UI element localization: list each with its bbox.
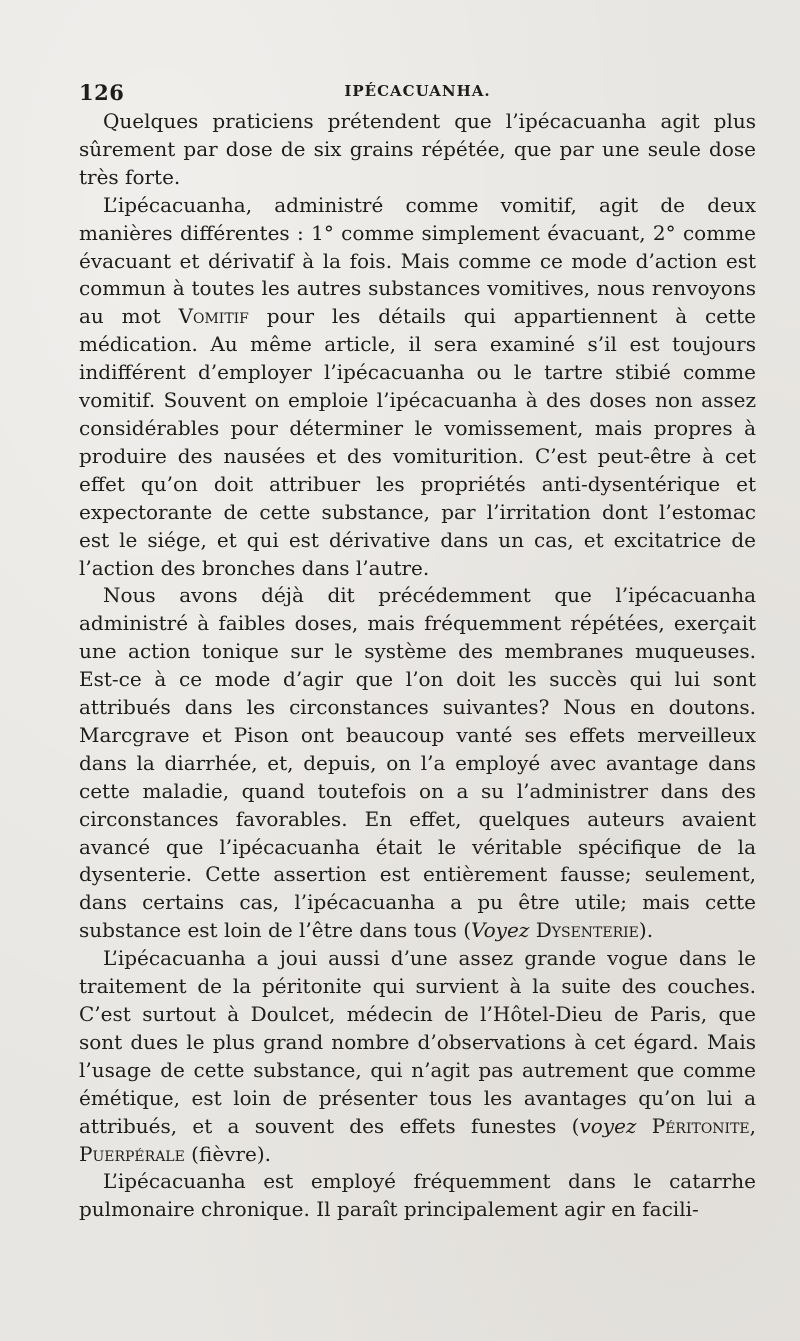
paragraph-3 [79, 582, 756, 945]
paragraph-4-italic: voyez [579, 1113, 637, 1138]
paragraph-2-text-before: L’ipécacuanha, administré comme vomitif, agit de deux manières différentes : 1° comme simplement évacuant, 2° comme évacuant et dérivatif à la fois. Mais comme ce mode d’action est commun à toutes les autres substances vomitives, nous renvoyons au mot [79, 192, 756, 329]
page-header [79, 80, 756, 108]
cross-reference-peritonite: Péritonite, Puerpérale [79, 1113, 756, 1166]
paragraph-4-text-before: L’ipécacuanha a joui aussi d’une assez grande vogue dans le traitement de la péritonite qui survient à la suite des couches. C’est surtout à Doulcet, médecin de l’Hôtel-Dieu de Paris, que sont dues le plus grand nombre d’observations à cet égard. Mais l’usage de cette substance, qui n’agit pas autrement que comme émétique, est loin de présenter tous les avantages qu’on lui a attribués, et a souvent des effets funestes ( [79, 946, 756, 1138]
paragraph-3-text-before: Nous avons déjà dit précédemment que l’ipécacuanha administré à faibles doses, mais fréquemment répétées, exerçait une action tonique sur le système des membranes muqueuses. Est-ce à ce mode d’agir que l’on doit les succès qui lui sont attribués dans les circonstances suivantes? Nous en doutons. Marcgrave et Pison ont beaucoup vanté ses effets merveilleux dans la diarrhée, et, depuis, on l’a employé avec avantage dans cette maladie, quand toutefois on a su l’administrer dans des circonstances favorables. En effet, quelques auteurs avaient avancé que l’ipécacuanha était le véritable spécifique de la dysenterie. Cette assertion est entièrement fausse; seulement, dans certains cas, l’ipécacuanha a pu être utile; mais cette substance est loin de l’être dans tous ( [79, 583, 756, 943]
body-text [79, 108, 756, 1224]
paragraph-2-text-after: pour les détails qui appartiennent à cette médication. Au même article, il sera examiné s’il est toujours indifférent d’employer l’ipécacuanha ou le tartre stibié comme vomitif. Souvent on emploie l’ipécacuanha à des doses non assez considérables pour déterminer le vomissement, mais propres à produire des nausées et des vomiturition. C’est peut-être à cet effet qu’on doit attribuer les propriétés anti-dysentérique et expectorante de cette substance, par l’irritation dont l’estomac est le siége, et qui est dérivative dans un cas, et excitatrice de l’action des bronches dans l’autre. [79, 304, 756, 580]
paragraph-5 [79, 1168, 756, 1224]
cross-reference-dysenterie: Dysenterie [529, 918, 639, 943]
paragraph-4 [79, 945, 756, 1168]
paragraph-2 [79, 192, 756, 583]
page-number: 126 [79, 80, 125, 105]
paragraph-3-italic: Voyez [471, 918, 530, 943]
paragraph-5-text: L’ipécacuanha est employé fréquemment dans le catarrhe pulmonaire chronique. Il paraît principalement agir en facili- [79, 1169, 756, 1222]
paragraph-1 [79, 108, 756, 192]
running-title: IPÉCACUANHA. [344, 82, 491, 100]
paragraph-4-text-after: (fièvre). [184, 1141, 272, 1166]
paragraph-1-text: Quelques praticiens prétendent que l’ipécacuanha agit plus sûrement par dose de six grains répétée, que par une seule dose très forte. [79, 109, 756, 189]
paragraph-3-text-after: ). [638, 918, 654, 943]
cross-reference-vomitif: Vomitif [178, 304, 249, 329]
